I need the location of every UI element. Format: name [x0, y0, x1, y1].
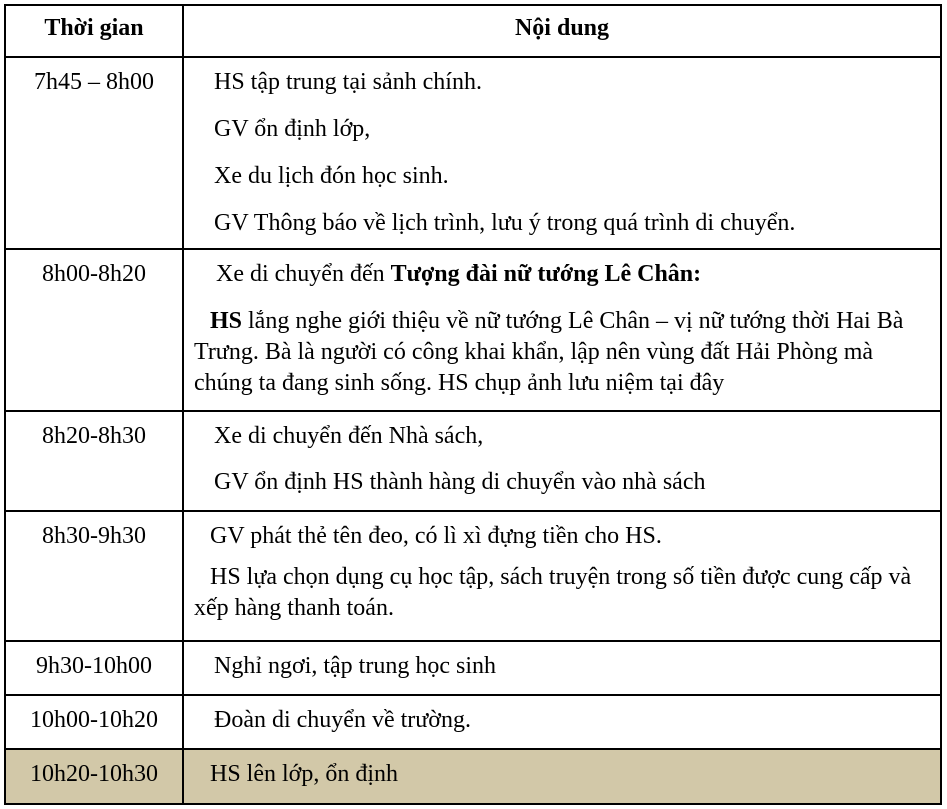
row-time: 8h30-9h30	[42, 523, 146, 549]
header-content: Nội dung	[514, 15, 610, 41]
row-content	[194, 260, 934, 399]
content-line: Đoàn di chuyển về trường.	[214, 707, 471, 733]
row-content	[214, 652, 947, 680]
row-time: 10h00-10h20	[30, 707, 158, 733]
table-row	[4, 56, 942, 248]
content-line: Nghỉ ngơi, tập trung học sinh	[214, 653, 496, 679]
row-time: 9h30-10h00	[36, 653, 152, 679]
monument-name: Tượng đài nữ tướng Lê Chân:	[390, 261, 702, 287]
content-line: GV phát thẻ tên đeo, có lì xì đựng tiền cho HS.	[210, 523, 662, 549]
row-content	[214, 68, 947, 237]
table-row	[4, 510, 942, 640]
row-time: 10h20-10h30	[30, 761, 158, 787]
content-line: Xe di chuyển đến Tượng đài nữ tướng Lê Chân:	[216, 261, 702, 287]
table-header	[4, 4, 942, 56]
content-line: GV ổn định HS thành hàng di chuyển vào nhà sách	[214, 469, 706, 495]
table-row-highlighted	[4, 748, 942, 805]
content-line: HS lên lớp, ổn định	[210, 761, 399, 787]
table-row	[4, 248, 942, 410]
content-line: GV Thông báo về lịch trình, lưu ý trong quá trình di chuyển.	[214, 210, 796, 236]
table-row	[4, 694, 942, 748]
row-content	[214, 706, 947, 734]
row-time: 8h00-8h20	[42, 261, 146, 287]
content-paragraph: HS lựa chọn dụng cụ học tập, sách truyện trong số tiền được cung cấp và xếp hàng thanh toán.	[194, 564, 912, 621]
content-line: Xe du lịch đón học sinh.	[214, 163, 449, 189]
schedule-table	[4, 4, 942, 805]
row-time: 7h45 – 8h00	[34, 69, 154, 95]
row-content	[194, 522, 934, 624]
content-line: HS tập trung tại sảnh chính.	[214, 69, 482, 95]
row-time: 8h20-8h30	[42, 423, 146, 449]
header-time: Thời gian	[44, 15, 144, 41]
content-line: GV ổn định lớp,	[214, 116, 371, 142]
table-row	[4, 640, 942, 694]
row-content	[214, 422, 947, 496]
content-line: Xe di chuyển đến Nhà sách,	[214, 423, 484, 449]
table-row	[4, 410, 942, 510]
content-paragraph: HS lắng nghe giới thiệu về nữ tướng Lê Chân – vị nữ tướng thời Hai Bà Trưng. Bà là người có công khai khẩn, lập nên vùng đất Hải Phòng mà chúng ta đang sinh sống. HS chụp ảnh lưu niệm tại đây	[194, 308, 904, 396]
row-content	[210, 760, 947, 788]
